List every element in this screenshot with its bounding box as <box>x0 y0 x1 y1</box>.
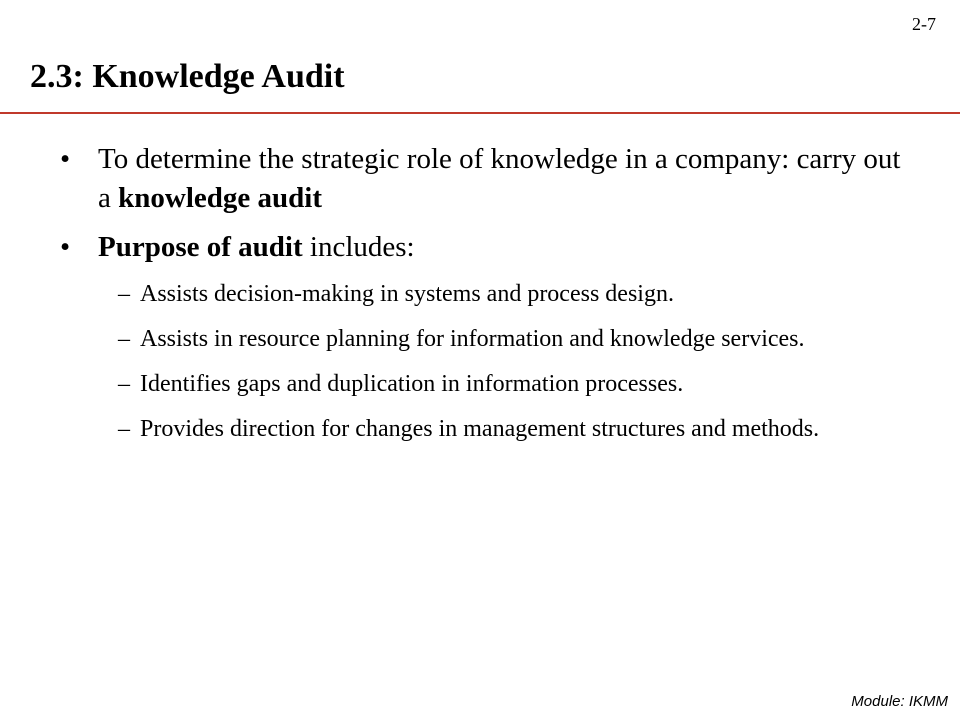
slide-number: 2-7 <box>912 14 936 34</box>
bullet-text-lead: To determine the strategic role of knowledge in a company: carry out a <box>98 143 901 214</box>
sub-bullet-text: Identifies gaps and duplication in information processes. <box>140 371 684 397</box>
bullet-text-bold: Purpose of audit <box>98 231 303 263</box>
title-divider <box>0 112 960 114</box>
sub-bullet-marker: – <box>118 416 130 442</box>
sub-bullet-marker: – <box>118 326 130 352</box>
bullet-purpose-of-audit <box>0 228 960 267</box>
sub-bullet-text: Assists in resource planning for information and knowledge services. <box>140 326 805 352</box>
sub-bullet-marker: – <box>118 281 130 307</box>
sub-bullet-decision-making <box>0 277 960 311</box>
bullet-strategic-role <box>0 140 960 218</box>
slide-title: 2.3: Knowledge Audit <box>30 58 345 95</box>
sub-bullet-resource-planning <box>0 322 960 356</box>
bullet-marker: • <box>60 143 71 175</box>
slide-content <box>0 140 960 457</box>
sub-bullet-text: Provides direction for changes in management structures and methods. <box>140 416 820 442</box>
bullet-text-tail: includes: <box>302 231 415 263</box>
sub-bullet-provides-direction <box>0 412 960 446</box>
bullet-marker: • <box>60 231 71 263</box>
sub-bullet-marker: – <box>118 371 130 397</box>
footer-module-label: Module: IKMM <box>851 693 948 710</box>
bullet-text-bold: knowledge audit <box>118 182 322 214</box>
sub-bullet-identifies-gaps <box>0 367 960 401</box>
sub-bullet-text: Assists decision-making in systems and process design. <box>140 281 674 307</box>
